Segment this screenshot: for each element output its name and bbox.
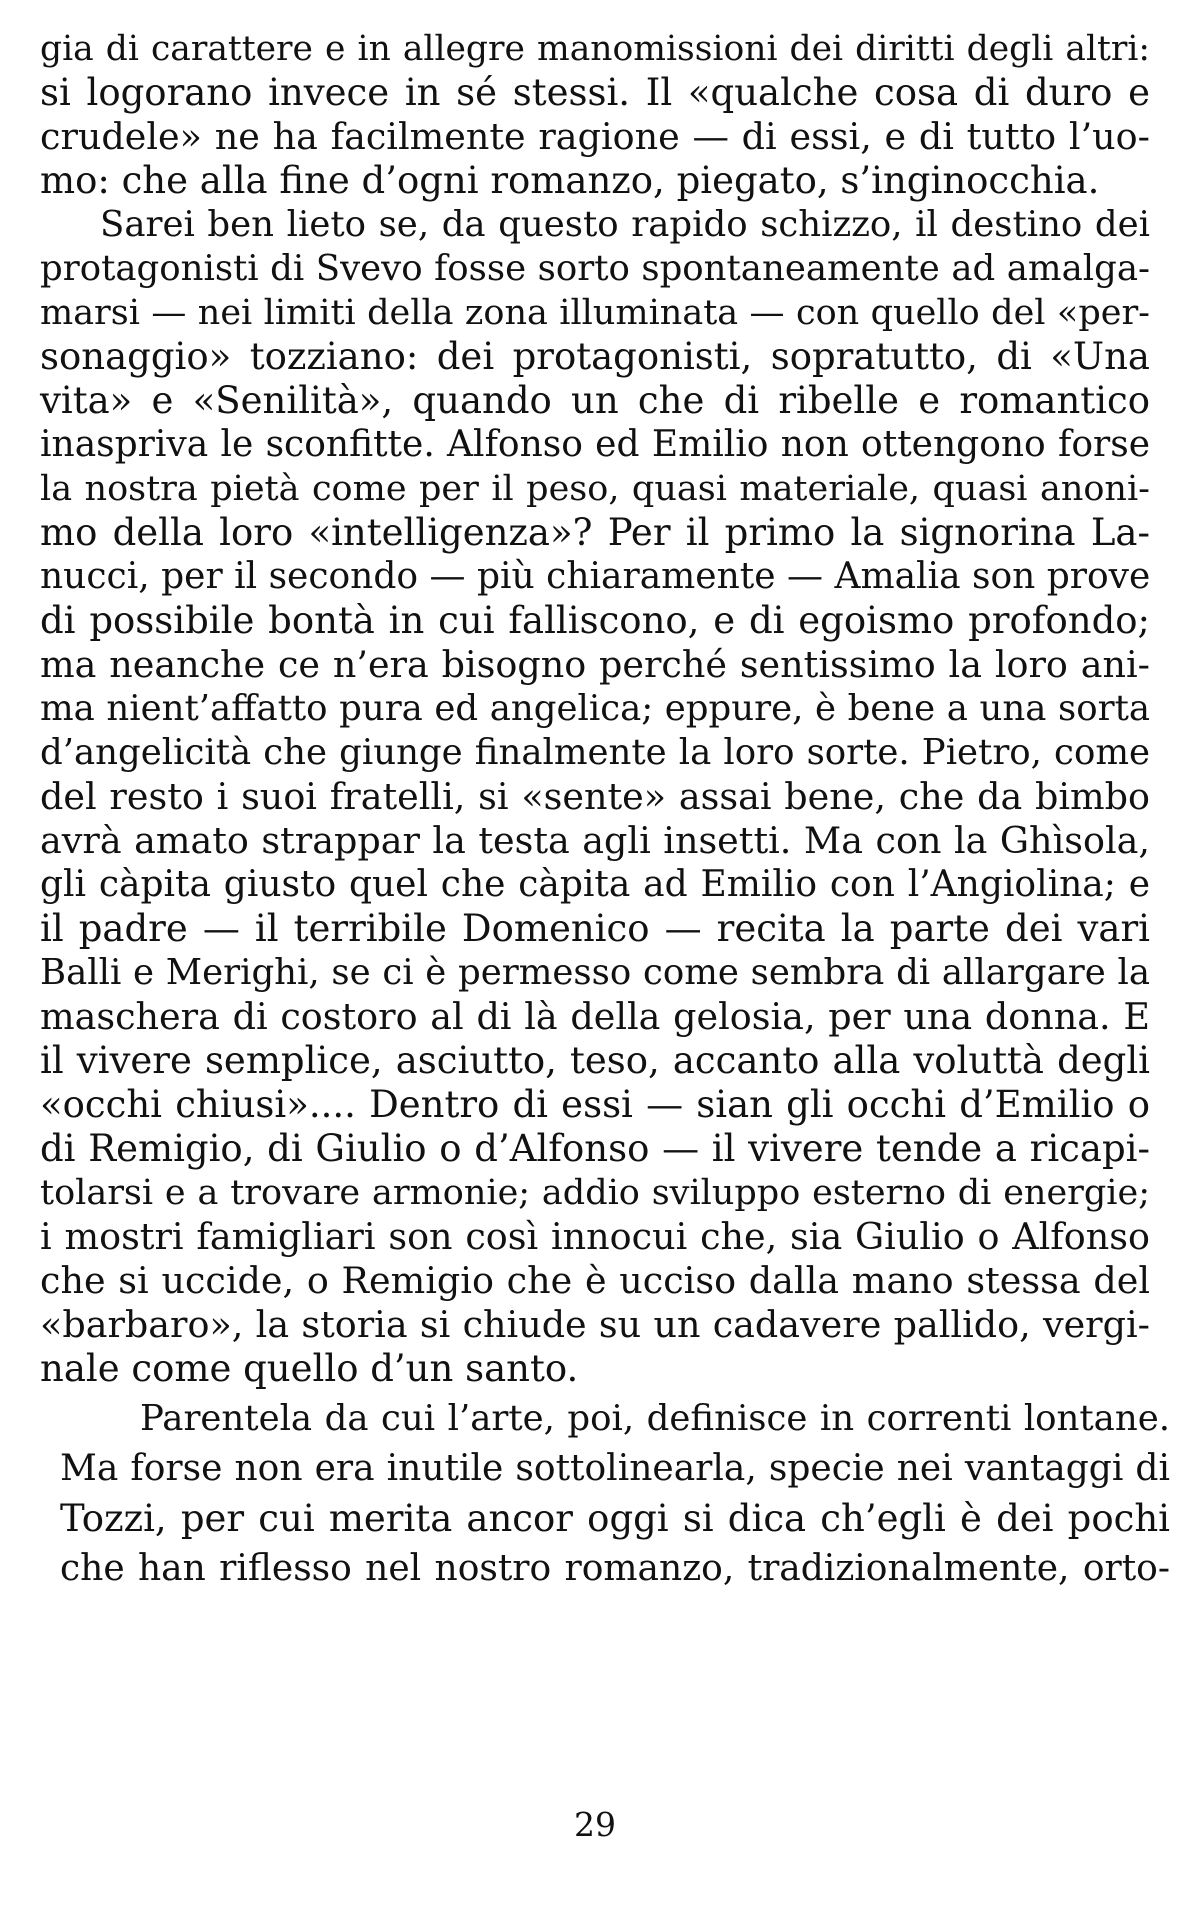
text-line: di possibile bontà in cui falliscono, e di egoismo profondo;: [40, 599, 1150, 642]
text-line: gli càpita giusto quel che càpita ad Emilio con l’Angiolina; e: [40, 864, 1150, 905]
text-line: del resto i suoi fratelli, si «sente» assai bene, che da bimbo: [40, 775, 1150, 818]
text-line: sonaggio» tozziano: dei protagonisti, sopratutto, di «Una: [40, 335, 1150, 378]
text-line: vita» e «Senilità», quando un che di ribelle e romantico: [40, 379, 1150, 422]
text-line: nale come quello d’un santo.: [40, 1347, 579, 1390]
text-line: ma neanche ce n’era bisogno perché sentissimo la loro ani-: [40, 643, 1150, 686]
text-line: marsi — nei limiti della zona illuminata — con quello del «per-: [40, 293, 1150, 333]
text-line: che si uccide, o Remigio che è ucciso dalla mano stessa del: [40, 1259, 1150, 1302]
text-line: protagonisti di Svevo fosse sorto spontaneamente ad amalga-: [40, 248, 1150, 289]
text-line: si logorano invece in sé stessi. Il «qualche cosa di duro e: [40, 71, 1150, 114]
text-line: il padre — il terribile Domenico — recita la parte dei vari: [40, 907, 1150, 950]
text-line: ma nient’affatto pura ed angelica; eppure, è bene a una sorta: [40, 688, 1150, 729]
text-line: Ma forse non era inutile sottolinearla, specie nei vantaggi di: [60, 1448, 1170, 1489]
text-line: mo: che alla fine d’ogni romanzo, piegato, s’inginocchia.: [40, 159, 1100, 202]
text-line: la nostra pietà come per il peso, quasi materiale, quasi anoni-: [40, 469, 1150, 509]
text-line: di Remigio, di Giulio o d’Alfonso — il vivere tende a ricapi-: [40, 1127, 1150, 1170]
text-line: avrà amato strappar la testa agli insetti. Ma con la Ghìsola,: [40, 819, 1150, 862]
text-line: mo della loro «intelligenza»? Per il primo la signorina La-: [40, 511, 1150, 554]
text-line: Balli e Merighi, se ci è permesso come sembra di allargare la: [40, 952, 1150, 993]
text-line: Tozzi, per cui merita ancor oggi si dica ch’egli è dei pochi: [60, 1497, 1170, 1540]
text-line: Sarei ben lieto se, da questo rapido schizzo, il destino dei: [100, 204, 1150, 245]
text-line: inaspriva le sconfitte. Alfonso ed Emilio non ottengono forse: [40, 424, 1150, 465]
text-line: il vivere semplice, asciutto, teso, accanto alla voluttà degli: [40, 1039, 1150, 1082]
text-line: d’angelicità che giunge finalmente la loro sorte. Pietro, come: [40, 732, 1150, 773]
text-line: maschera di costoro al di là della gelosia, per una donna. E: [40, 995, 1150, 1038]
text-line: gia di carattere e in allegre manomissioni dei diritti degli altri:: [40, 29, 1150, 69]
text-line: che han riflesso nel nostro romanzo, tradizionalmente, orto-: [60, 1548, 1170, 1589]
text-line: nucci, per il secondo — più chiaramente — Amalia son prove: [40, 556, 1151, 597]
text-line: crudele» ne ha facilmente ragione — di essi, e di tutto l’uo-: [40, 115, 1150, 158]
text-line: «occhi chiusi».... Dentro di essi — sian gli occhi d’Emilio o: [40, 1083, 1150, 1126]
text-line: i mostri famigliari son così innocui che, sia Giulio o Alfonso: [40, 1215, 1150, 1258]
text-line: Parentela da cui l’arte, poi, definisce in correnti lontane.: [140, 1398, 1170, 1439]
text-line: tolarsi e a trovare armonie; addio sviluppo esterno di energie;: [40, 1173, 1150, 1213]
page-number: 29: [574, 1805, 616, 1844]
text-line: «barbaro», la storia si chiude su un cadavere pallido, vergi-: [40, 1303, 1150, 1346]
